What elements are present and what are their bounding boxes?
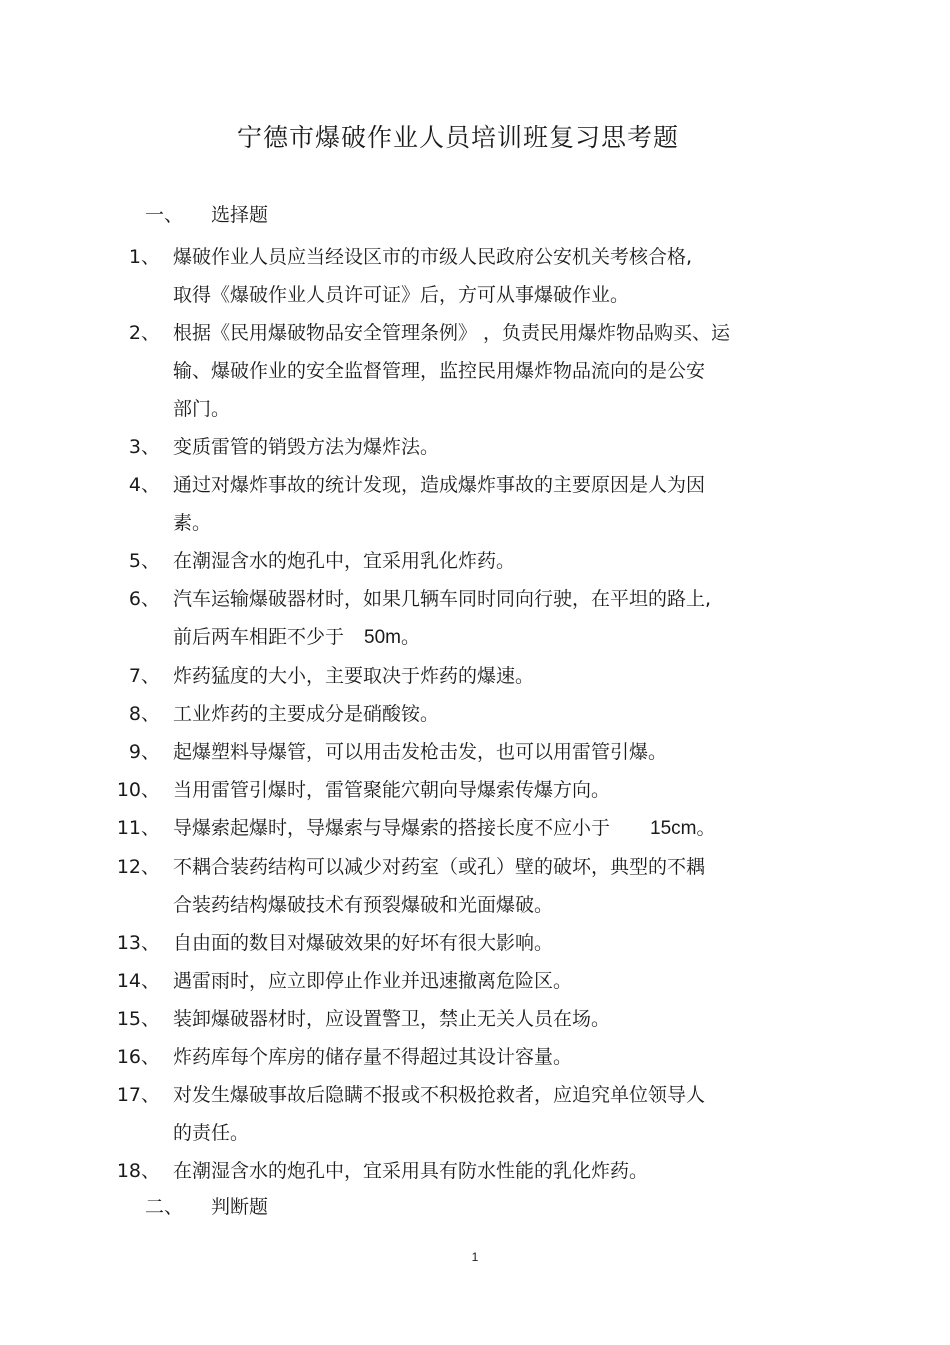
question-item: [0, 466, 950, 542]
question-text: 遇雷雨时，应立即停止作业并迅速撤离危险区。: [173, 970, 573, 992]
question-number: 9、: [128, 741, 160, 763]
question-text: 前后两车相距不少于: [173, 626, 345, 648]
question-number: 5、: [128, 550, 160, 572]
question-number: 2、: [128, 322, 160, 344]
measurement-value: 50m。: [364, 627, 420, 648]
section-label: 判断题: [211, 1196, 269, 1218]
question-number: 17、: [116, 1084, 160, 1106]
question-text: 根据《民用爆破物品安全管理条例》 ，负责民用爆炸物品购买、运: [173, 322, 731, 344]
question-number: 10、: [116, 779, 160, 801]
page-number: 1: [471, 1250, 479, 1264]
question-line: [0, 618, 950, 657]
question-text: 变质雷管的销毁方法为爆炸法。: [173, 436, 440, 458]
question-line: [0, 352, 950, 390]
question-number: 16、: [116, 1046, 160, 1068]
question-item: [0, 962, 950, 1000]
question-number: 11、: [116, 817, 160, 839]
question-item: [0, 1038, 950, 1076]
question-text: 素。: [173, 512, 212, 534]
question-item: [0, 848, 950, 924]
section-number: 一、: [145, 204, 184, 226]
question-item: [0, 314, 950, 428]
question-item: [0, 1152, 950, 1190]
question-line: [0, 504, 950, 542]
question-item: [0, 542, 950, 580]
question-number: 15、: [116, 1008, 160, 1030]
question-number: 3、: [128, 436, 160, 458]
question-item: [0, 428, 950, 466]
question-text: 对发生爆破事故后隐瞒不报或不积极抢救者，应追究单位领导人: [173, 1084, 706, 1106]
section-label: 选择题: [211, 204, 269, 226]
section-number: 二、: [145, 1196, 184, 1218]
section-heading-choice: [145, 200, 268, 230]
question-item: [0, 238, 950, 314]
question-text: 装卸爆破器材时，应设置警卫，禁止无关人员在场。: [173, 1008, 611, 1030]
question-text: 合装药结构爆破技术有预裂爆破和光面爆破。: [173, 894, 554, 916]
section-heading-judgement: [145, 1192, 268, 1222]
question-number: 6、: [128, 588, 160, 610]
question-text: 自由面的数目对爆破效果的好坏有很大影响。: [173, 932, 554, 954]
question-item: [0, 924, 950, 962]
question-text: 起爆塑料导爆管，可以用击发枪击发，也可以用雷管引爆。: [173, 741, 668, 763]
question-number: 12、: [116, 856, 160, 878]
question-line: [0, 390, 950, 428]
question-text: 部门。: [173, 398, 231, 420]
question-line: [0, 1114, 950, 1152]
document-title: 宁德市爆破作业人员培训班复习思考题: [236, 123, 679, 152]
question-text: 通过对爆炸事故的统计发现，造成爆炸事故的主要原因是人为因: [173, 474, 706, 496]
question-text: 汽车运输爆破器材时，如果几辆车同时同向行驶，在平坦的路上,: [173, 588, 712, 610]
question-text: 输、爆破作业的安全监督管理，监控民用爆炸物品流向的是公安: [173, 360, 706, 382]
question-item: [0, 733, 950, 771]
question-text: 在潮湿含水的炮孔中，宜采用乳化炸药。: [173, 550, 516, 572]
question-item: [0, 695, 950, 733]
question-text: 炸药猛度的大小，主要取决于炸药的爆速。: [173, 665, 535, 687]
question-item: [0, 1000, 950, 1038]
question-number: 8、: [128, 703, 160, 725]
question-item: [0, 809, 950, 848]
question-number: 14、: [116, 970, 160, 992]
question-text: 在潮湿含水的炮孔中，宜采用具有防水性能的乳化炸药。: [173, 1160, 649, 1182]
question-item: [0, 1076, 950, 1152]
question-number: 18、: [116, 1160, 160, 1182]
question-text: 取得《爆破作业人员许可证》后，方可从事爆破作业。: [173, 284, 630, 306]
question-number: 4、: [128, 474, 160, 496]
question-line: [0, 886, 950, 924]
question-number: 13、: [116, 932, 160, 954]
question-line: [0, 276, 950, 314]
measurement-value: 15cm。: [650, 818, 716, 839]
question-number: 7、: [128, 665, 160, 687]
question-text: 不耦合装药结构可以减少对药室（或孔）壁的破坏，典型的不耦: [173, 856, 706, 878]
question-number: 1、: [128, 246, 160, 268]
question-item: [0, 771, 950, 809]
question-text: 当用雷管引爆时，雷管聚能穴朝向导爆索传爆方向。: [173, 779, 611, 801]
question-text: 导爆索起爆时，导爆索与导爆索的搭接长度不应小于: [173, 817, 611, 839]
question-text: 的责任。: [173, 1122, 250, 1144]
question-text: 工业炸药的主要成分是硝酸铵。: [173, 703, 440, 725]
question-text: 炸药库每个库房的储存量不得超过其设计容量。: [173, 1046, 573, 1068]
question-item: [0, 580, 950, 657]
question-list: [0, 238, 950, 1190]
question-text: 爆破作业人员应当经设区市的市级人民政府公安机关考核合格,: [173, 246, 693, 268]
question-item: [0, 657, 950, 695]
